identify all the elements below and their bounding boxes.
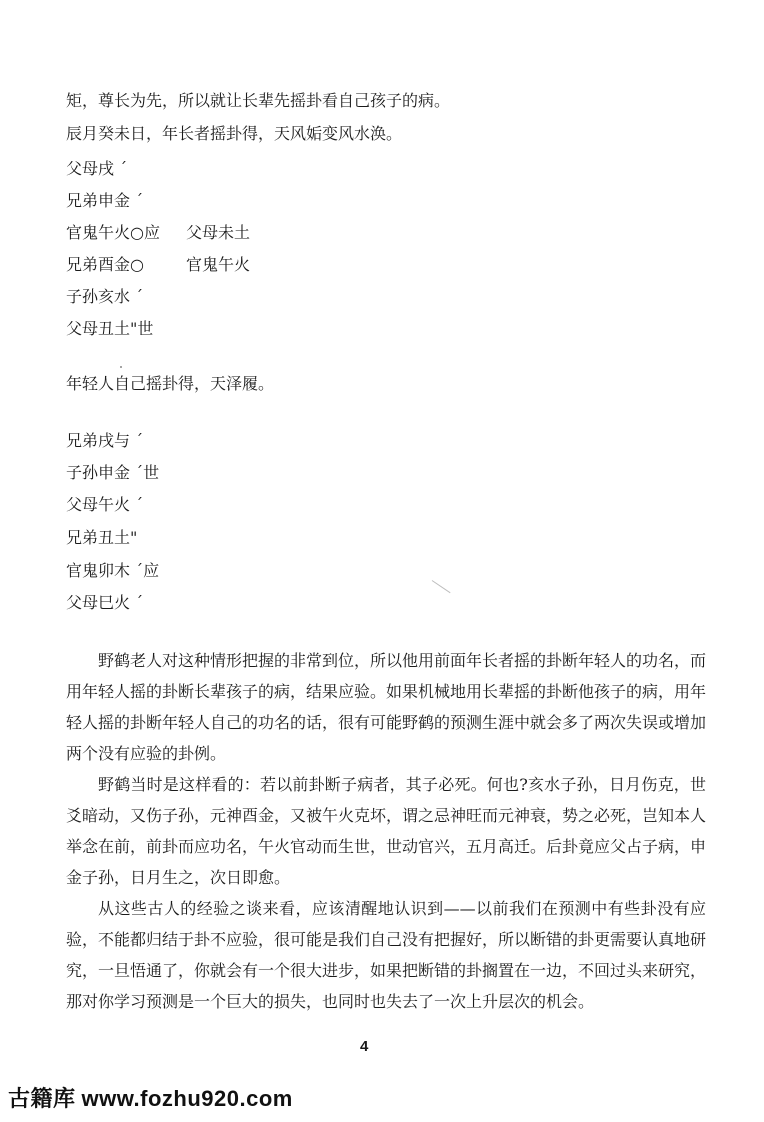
hexagram-line: 兄弟戌与 ˊ [66,431,144,450]
elder-divination-date: 辰月癸未日，年长者摇卦得，天风姤变风水涣。 [66,124,403,143]
hexagram-line: 官鬼午火○应 父母未土 [66,223,251,242]
footer-site-link[interactable]: www.fozhu920.com [81,1086,293,1111]
hexagram-line: 兄弟申金 ˊ [66,191,144,210]
intro-text-line: 矩，尊长为先，所以就让长辈先摇卦看自己孩子的病。 [66,91,451,110]
hexagram-line: 父母巳火 ˊ [66,593,144,612]
hexagram-line: 兄弟酉金○ 官鬼午火 [66,255,251,274]
changed-line: 父母未土 [186,223,251,242]
footer-watermark [8,1082,293,1113]
scan-speck [120,366,122,368]
paragraph: 野鹤当时是这样看的：若以前卦断子病者，其子必死。何也?亥水子孙，日月伤克，世爻暗动，又伤子孙，元神酉金，又被午火克坏，谓之忌神旺而元神衰，势之必死，岂知本人举念在前，前卦而应功名，午火官动而生世，世动官兴，五月高迁。后卦竟应父占子病，申金子孙，日月生之，次日即愈。 [66,775,707,887]
footer-brand: 古籍库 [8,1086,76,1111]
paragraph: 野鹤老人对这种情形把握的非常到位，所以他用前面年长者摇的卦断年轻人的功名，而用年轻人摇的卦断长辈孩子的病，结果应验。如果机械地用长辈摇的卦断他孩子的病，用年轻人摇的卦断年轻人自己的功名的话，很有可能野鹤的预测生涯中就会多了两次失误或增加两个没有应验的卦例。 [66,651,707,763]
hexagram-line: 子孙申金 ˊ世 [66,463,160,482]
hexagram-line: 父母戌 ˊ [66,159,128,178]
hexagram-line: 官鬼卯木 ˊ应 [66,561,160,580]
hexagram-line: 子孙亥水 ˊ [66,287,144,306]
hexagram-line: 兄弟丑土" [66,528,138,547]
paragraph: 从这些古人的经验之谈来看，应该清醒地认识到——以前我们在预测中有些卦没有应验，不能都归结于卦不应验，很可能是我们自己没有把握好，所以断错的卦更需要认真地研究，一旦悟通了，你就会有一个很大进步，如果把断错的卦搁置在一边，不回过头来研究，那对你学习预测是一个巨大的损失，也同时也失去了一次上升层次的机会。 [66,899,707,1011]
hexagram-line: 父母午火 ˊ [66,495,144,514]
page-number: 4 [360,1038,369,1055]
scan-mark [432,580,451,593]
hexagram-line: 父母丑土"世 [66,319,154,338]
young-divination-intro: 年轻人自己摇卦得，天泽履。 [66,374,275,393]
changed-line: 官鬼午火 [186,255,251,274]
